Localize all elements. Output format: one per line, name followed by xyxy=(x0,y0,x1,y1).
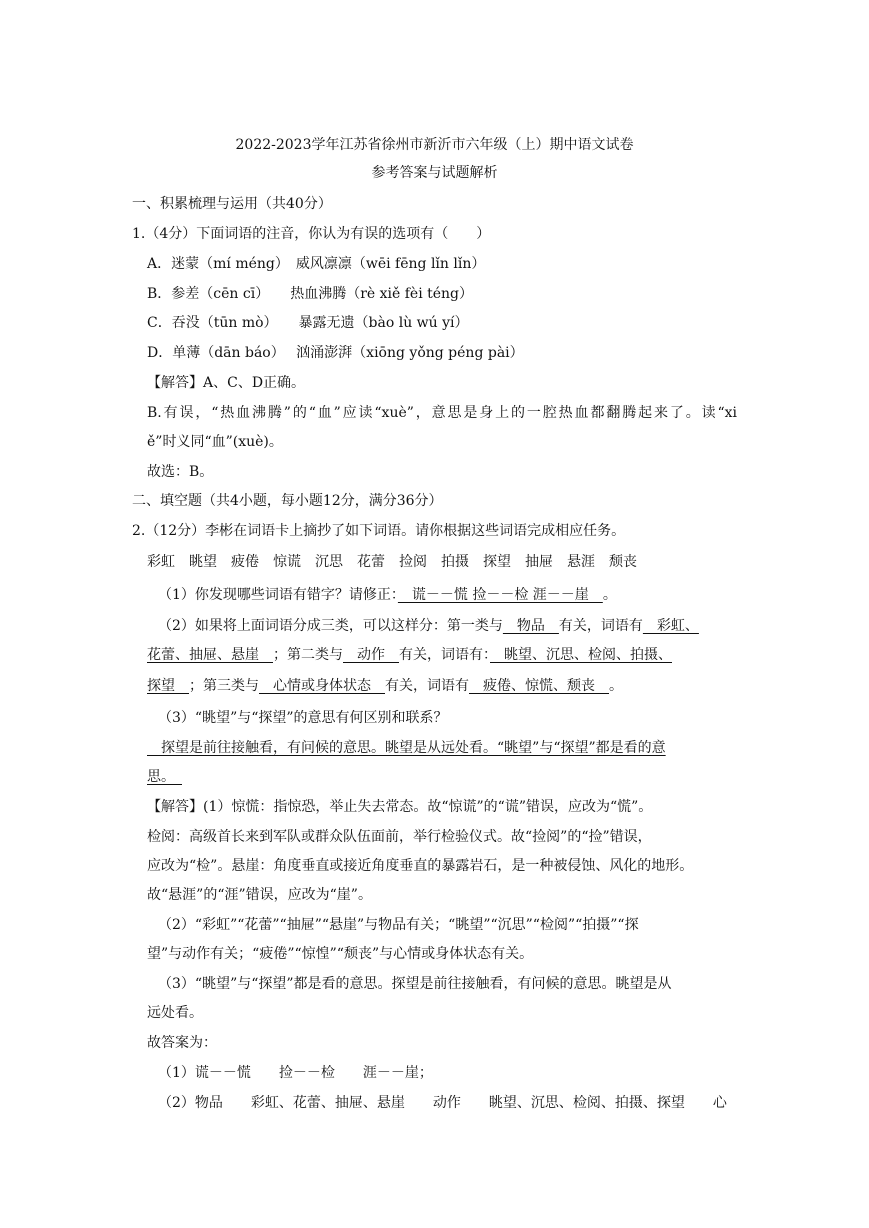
question-2-part-2-line-1 xyxy=(158,613,699,639)
part-2-answer-category-3: 心情或身体状态 xyxy=(259,678,385,694)
section-heading-2: 二、填空题（共4小题，每小题12分，满分36分） xyxy=(132,493,443,509)
question-1-explain-line-1: B.有误，“热血沸腾”的“血”应读“xuè”，意思是身上的一腔热血都翻腾起来了。读“xi xyxy=(147,405,737,421)
question-2-solution-line-2: 检阅：高级首长来到军队或群众队伍面前，举行检验仪式。故“捡阅”的“捡”错误， xyxy=(147,829,652,845)
document-subtitle: 参考答案与试题解析 xyxy=(371,165,498,181)
part-2-answer-words-2b: 探望 xyxy=(147,678,189,694)
part-2-text-h: 有关，词语有： xyxy=(399,647,490,663)
question-1-choice: 故选：B。 xyxy=(147,464,214,480)
question-2-solution-line-1: 【解答】(1）惊慌：指惊恐，举止失去常态。故“惊谎”的“谎”错误，应改为“慌”。 xyxy=(147,799,653,815)
question-1-answer: 【解答】A、C、D正确。 xyxy=(147,375,306,391)
question-2-final-answer-2: （2）物品 彩虹、花蕾、抽屉、悬崖 动作 眺望、沉思、检阅、拍摄、探望 心 xyxy=(158,1095,727,1111)
question-1-option-b: B．参差（cēn cī） 热血沸腾（rè xiě fèi téng） xyxy=(147,286,474,302)
part-2-text-a: （2）如果将上面词语分成三类，可以这样分：第一类与 xyxy=(158,618,503,634)
question-2-solution-line-8: 远处看。 xyxy=(147,1005,203,1021)
question-1-option-d: D．单薄（dān báo） 汹涌澎湃（xiōng yǒng péng pài） xyxy=(147,345,524,361)
question-2-final-answer-1: （1）谎－－慌 捡－－检 涯－－崖； xyxy=(158,1065,433,1081)
part-2-answer-category-2: 动作 xyxy=(343,647,399,663)
question-2-part-2-line-2 xyxy=(147,642,672,668)
question-2-solution-line-7: （3）“眺望”与“探望”都是看的意思。探望是前往接触看，有问候的意思。眺望是从 xyxy=(158,976,672,992)
question-2-part-3-answer-line-1: 探望是前往接触看，有问候的意思。眺望是从远处看。“眺望”与“探望”都是看的意 xyxy=(147,740,666,756)
part-1-prompt: （1）你发现哪些词语有错字？请修正： xyxy=(158,587,398,603)
question-1-explain-line-2: ě”时义同“血”(xuè)。 xyxy=(147,434,283,450)
question-2-part-3-answer-line-2: 思。 xyxy=(147,769,182,785)
question-1-option-c: C．吞没（tūn mò） 暴露无遗（bào lù wú yí） xyxy=(147,315,469,331)
question-2-final-label: 故答案为： xyxy=(147,1035,217,1051)
section-heading-1: 一、积累梳理与运用（共40分） xyxy=(132,196,332,212)
part-1-answer: 谎－－慌 捡－－检 涯－－崖 xyxy=(397,587,603,603)
question-2-solution-line-3: 应改为“检”。悬崖：角度垂直或接近角度垂直的暴露岩石，是一种被侵蚀、风化的地形。 xyxy=(147,858,694,874)
question-2-part-3-stem: （3）“眺望”与“探望”的意思有何区别和联系？ xyxy=(158,710,448,726)
question-2-stem: 2.（12分）李彬在词语卡上摘抄了如下词语。请你根据这些词语完成相应任务。 xyxy=(132,523,626,539)
part-2-text-k: ；第三类与 xyxy=(189,678,259,694)
question-2-solution-line-6: 望”与动作有关；“疲倦”“惊惶”“颓丧”与心情或身体状态有关。 xyxy=(147,946,534,962)
question-2-word-list: 彩虹 眺望 疲倦 惊谎 沉思 花蕾 捡阅 拍摄 探望 抽屉 悬涯 颓丧 xyxy=(147,554,637,570)
part-2-answer-words-2a: 眺望、沉思、检阅、拍摄、 xyxy=(490,647,672,663)
part-2-answer-words-1b: 花蕾、抽屉、悬崖 xyxy=(147,647,273,663)
document-title: 2022-2023学年江苏省徐州市新沂市六年级（上）期中语文试卷 xyxy=(235,137,634,153)
part-2-text-f: ；第二类与 xyxy=(273,647,343,663)
part-2-answer-words-3: 疲倦、惊慌、颓丧 xyxy=(469,678,609,694)
question-2-part-1 xyxy=(158,582,617,608)
question-2-solution-line-5: （2）“彩虹”“花蕾”“抽屉”“悬崖”与物品有关；“眺望”“沉思”“检阅”“拍摄”“探 xyxy=(158,917,639,933)
part-2-answer-words-1a: 彩虹、 xyxy=(642,618,699,634)
part-2-text-c: 有关，词语有 xyxy=(558,618,643,634)
question-2-part-2-line-3 xyxy=(147,673,623,699)
part-1-end: 。 xyxy=(602,587,617,603)
part-2-answer-category-1: 物品 xyxy=(502,618,559,634)
question-2-solution-line-4: 故“悬涯”的“涯”错误，应改为“崖”。 xyxy=(147,887,372,903)
part-2-text-m: 有关，词语有 xyxy=(385,678,469,694)
question-1-stem: 1.（4分）下面词语的注音，你认为有误的选项有（ ） xyxy=(132,226,491,242)
part-2-end: 。 xyxy=(609,678,623,694)
question-1-option-a: A．迷蒙（mí méng） 威风凛凛（wēi fēng lǐn lǐn） xyxy=(147,256,486,272)
